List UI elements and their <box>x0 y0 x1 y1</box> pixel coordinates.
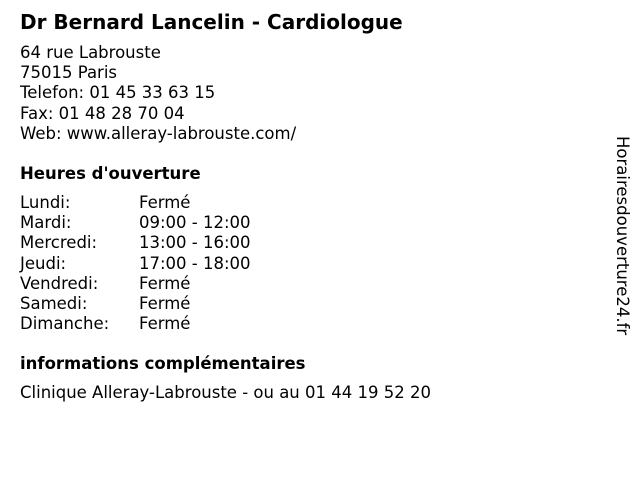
hours-row-wednesday <box>20 233 251 253</box>
day-label: Dimanche: <box>20 314 110 334</box>
hours-row-thursday <box>20 254 251 274</box>
day-label: Mercredi: <box>20 233 98 253</box>
opening-hours-heading: Heures d'ouverture <box>20 164 201 183</box>
time-value: 17:00 - 18:00 <box>139 253 251 273</box>
time-value: 13:00 - 16:00 <box>139 233 251 253</box>
hours-row-friday <box>20 274 251 294</box>
day-label: Vendredi: <box>20 273 99 293</box>
additional-info-heading: informations complémentaires <box>20 354 306 373</box>
city-address: 75015 Paris <box>20 63 118 83</box>
hours-row-saturday <box>20 294 251 314</box>
time-value: Fermé <box>139 273 191 293</box>
time-value: 09:00 - 12:00 <box>139 213 251 233</box>
day-label: Lundi: <box>20 193 71 212</box>
phone-number: Telefon: 01 45 33 63 15 <box>20 83 216 103</box>
hours-row-sunday <box>20 314 251 334</box>
additional-info-text: Clinique Alleray-Labrouste - ou au 01 44 19 52 20 <box>20 383 431 402</box>
address-block <box>20 43 296 144</box>
opening-hours-table <box>20 193 251 334</box>
time-value: Fermé <box>139 294 191 314</box>
day-label: Jeudi: <box>20 253 67 273</box>
page-title: Dr Bernard Lancelin - Cardiologue <box>20 10 403 34</box>
hours-row-tuesday <box>20 213 251 233</box>
fax-number: Fax: 01 48 28 70 04 <box>20 103 185 123</box>
website-link[interactable]: Web: www.alleray-labrouste.com/ <box>20 123 297 143</box>
hours-row-monday <box>20 193 251 213</box>
time-value: Fermé <box>139 314 191 334</box>
day-label: Samedi: <box>20 294 88 314</box>
time-value: Fermé <box>139 193 191 212</box>
street-address: 64 rue Labrouste <box>20 43 161 62</box>
site-watermark: Horairesdouverture24.fr <box>613 136 632 336</box>
day-label: Mardi: <box>20 213 72 233</box>
